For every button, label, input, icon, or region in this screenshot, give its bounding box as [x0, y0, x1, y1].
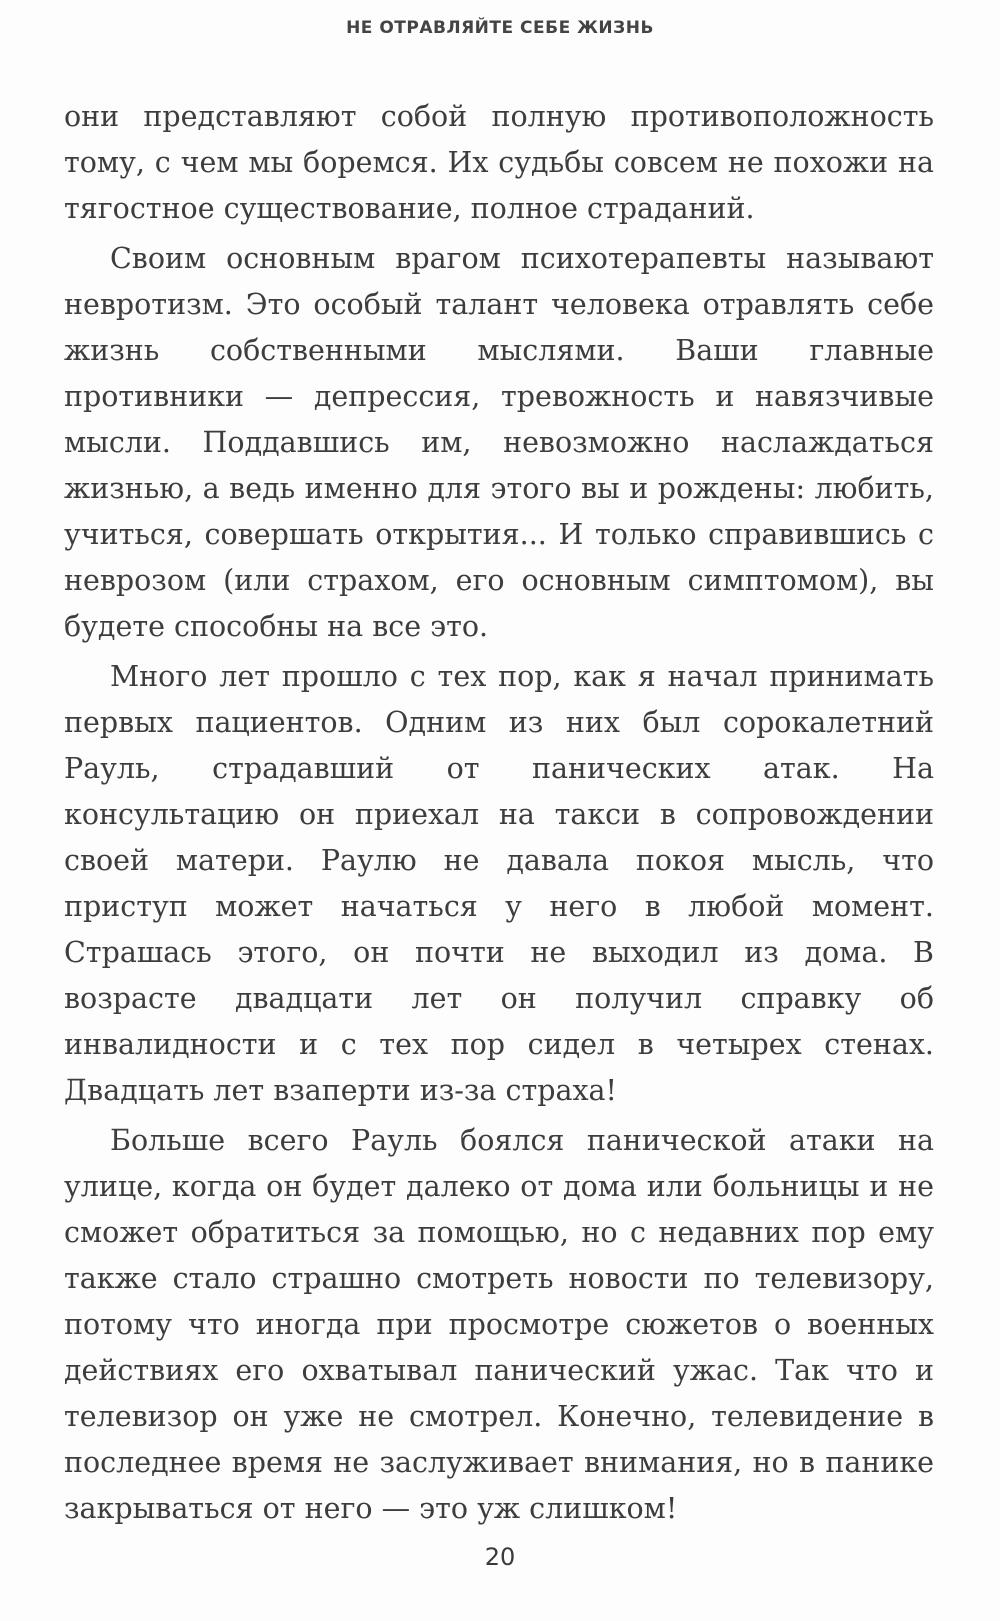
page-number: 20: [484, 1543, 516, 1571]
running-head: НЕ ОТРАВЛЯЙТЕ СЕБЕ ЖИЗНЬ: [346, 18, 654, 38]
paragraph-1: они представляют собой полную противоположность тому, с чем мы боремся. Их судьбы совсем не похожи на тягостное существование, полное страданий.: [64, 100, 934, 225]
paragraph-3: Много лет прошло с тех пор, как я начал принимать первых пациентов. Одним из них был сорокалетний Рауль, страдавший от панических атак. На консультацию он приехал на такси в сопровождении своей матери. Раулю не давала покоя мысль, что приступ может начаться у него в любой момент. Страшась этого, он почти не выходил из дома. В возрасте двадцати лет он получил справку об инвалидности и с тех пор сидел в четырех стенах. Двадцать лет взаперти из-за страха!: [64, 660, 934, 1107]
paragraph-2: Своим основным врагом психотерапевты называют невротизм. Это особый талант человека отравлять себе жизнь собственными мыслями. Ваши главные противники — депрессия, тревожность и навязчивые мысли. Поддавшись им, невозможно наслаждаться жизнью, а ведь именно для этого вы и рождены: любить, учиться, совершать открытия... И только справившись с неврозом (или страхом, его основным симптомом), вы будете способны на все это.: [64, 242, 934, 643]
paragraph-4: Больше всего Рауль боялся панической атаки на улице, когда он будет далеко от дома или больницы и не сможет обратиться за помощью, но с недавних пор ему также стало страшно смотреть новости по телевизору, потому что иногда при просмотре сюжетов о военных действиях его охватывал панический ужас. Так что и телевизор он уже не смотрел. Конечно, телевидение в последнее время не заслуживает внимания, но в панике закрываться от него — это уж слишком!: [64, 1124, 934, 1525]
body-text: [64, 94, 934, 1532]
